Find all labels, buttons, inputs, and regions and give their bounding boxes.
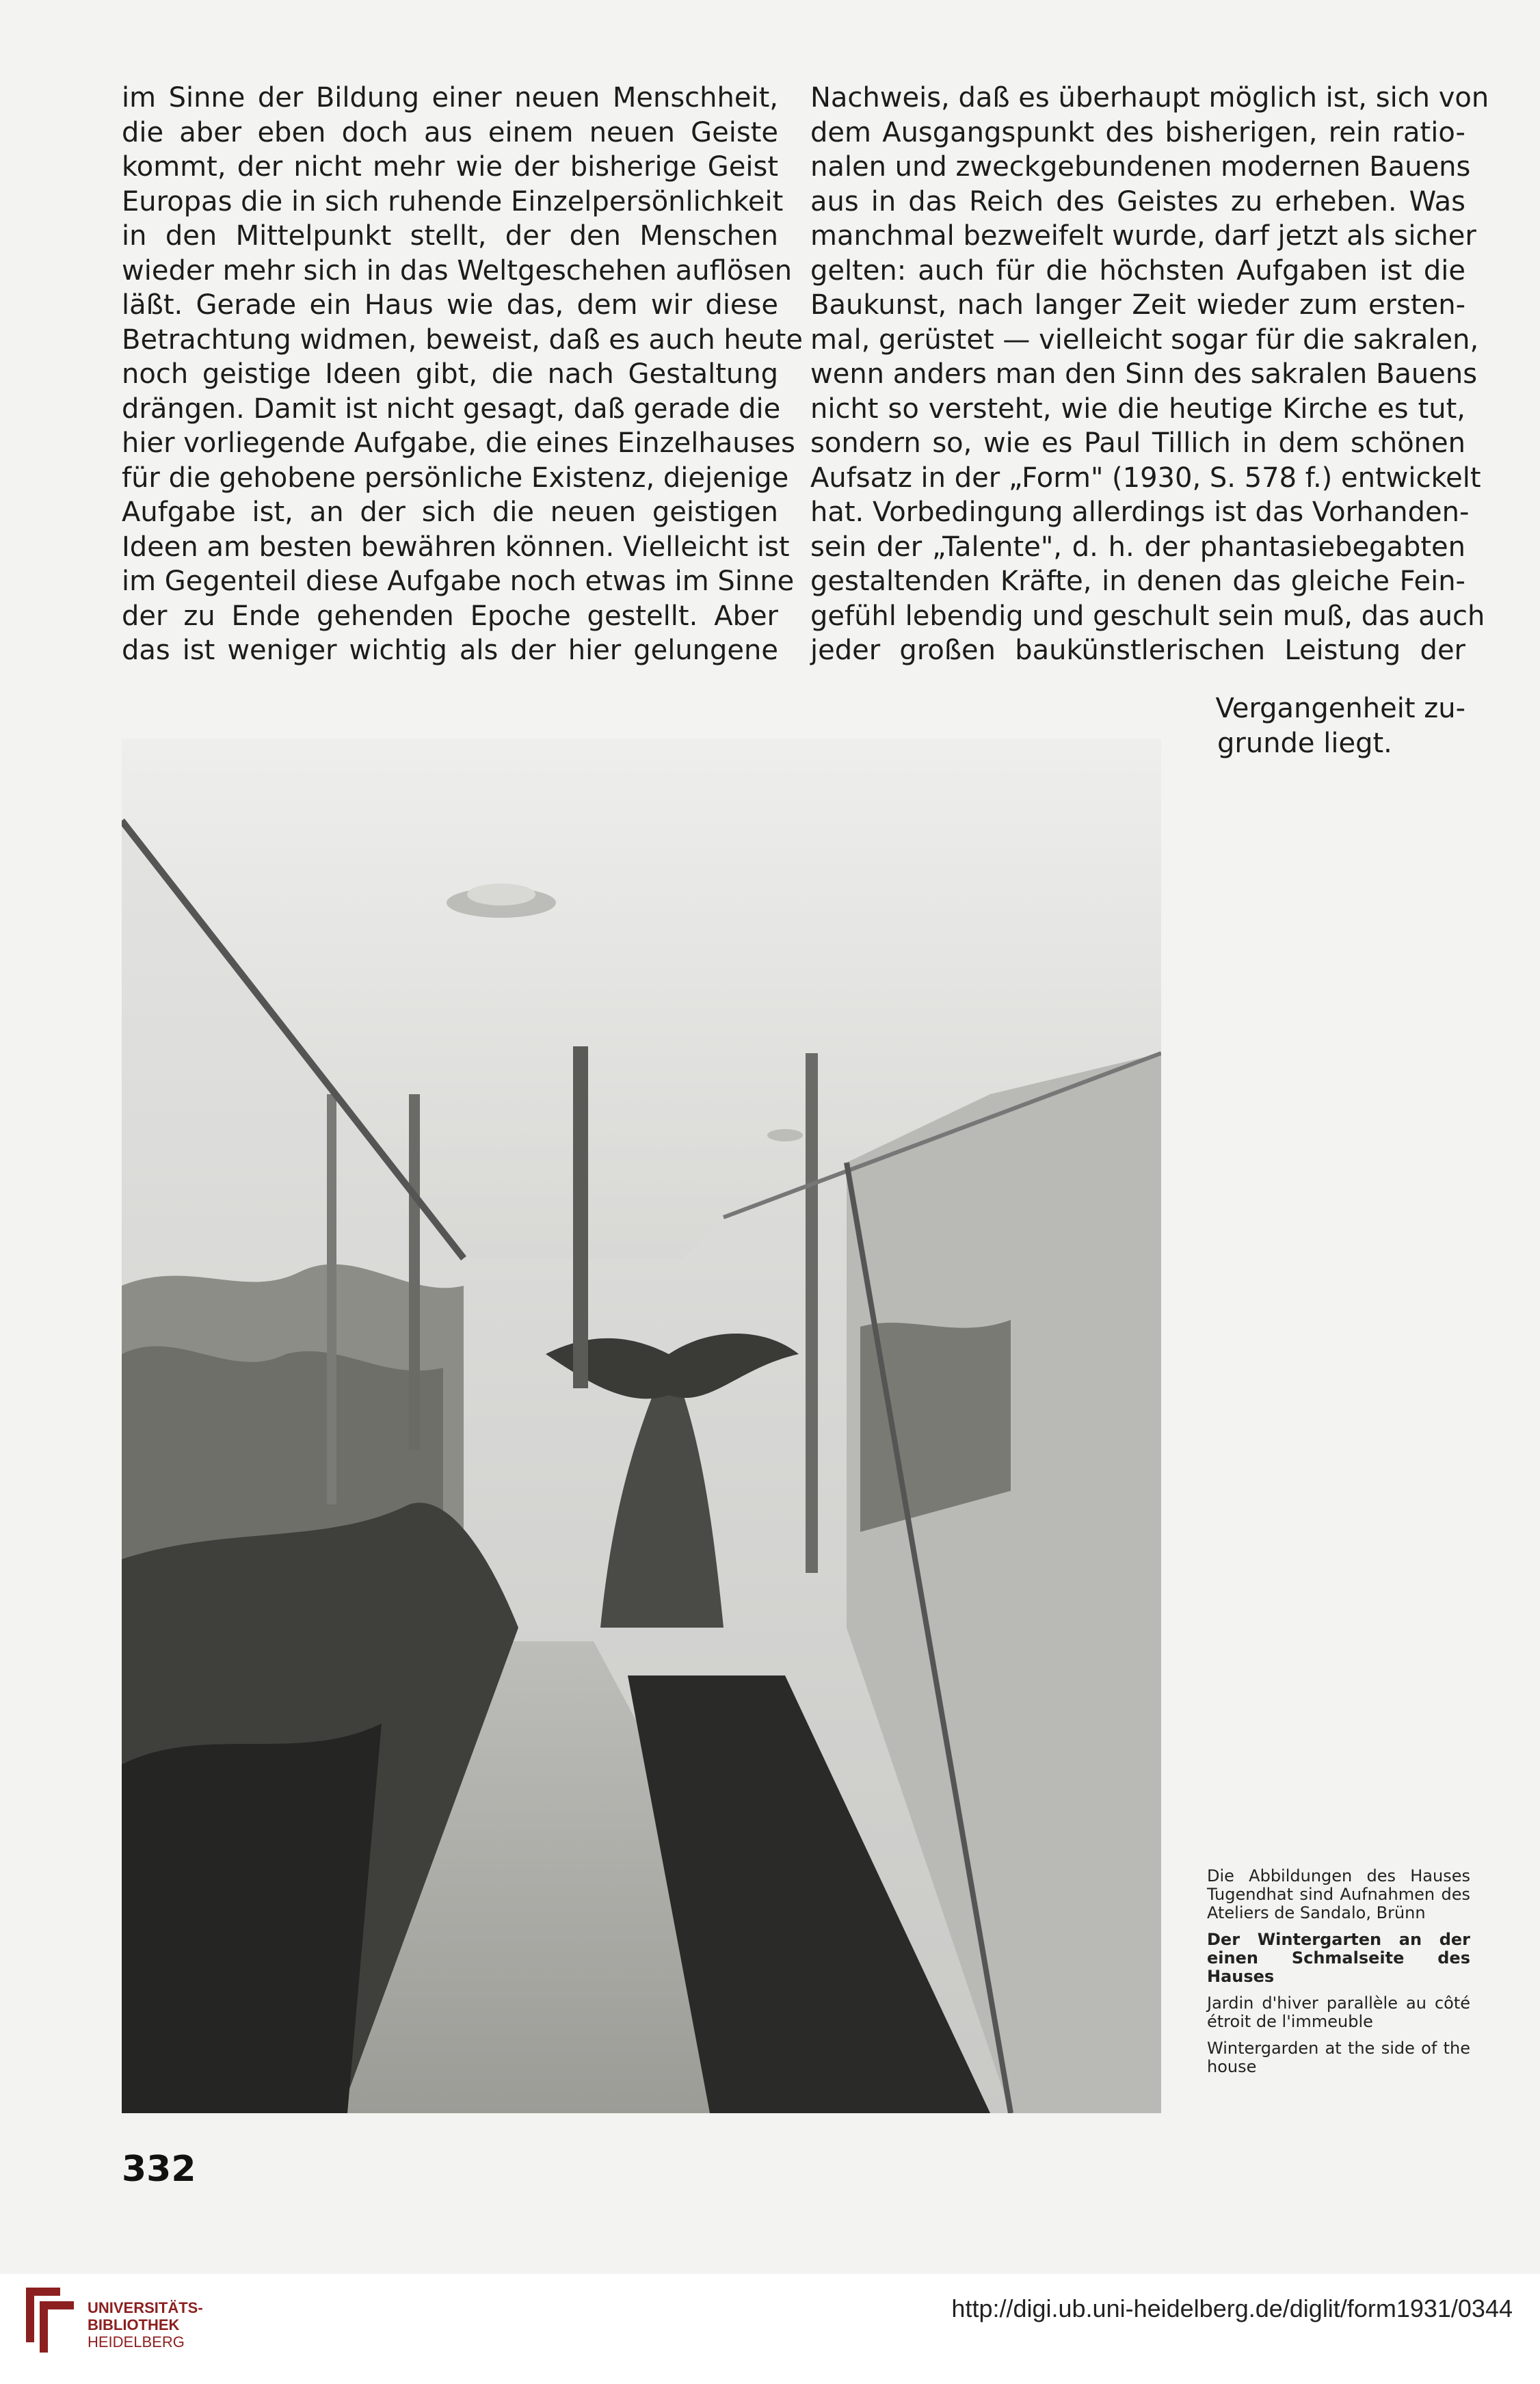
right-tail-line: Vergangenheit zu- xyxy=(1215,693,1465,724)
right-column-line: jeder großen baukünstlerischen Leistung der xyxy=(810,635,1465,666)
digitization-footer xyxy=(0,2274,1540,2384)
right-column-line: aus in das Reich des Geistes zu erheben. Was xyxy=(810,185,1465,217)
left-column-line: Betrachtung widmen, beweist, daß es auch heute xyxy=(122,323,803,356)
wintergarden-photo xyxy=(122,739,1161,2113)
right-column-line: manchmal bezweifelt wurde, darf jetzt als sicher xyxy=(810,220,1476,252)
right-column-tail xyxy=(1135,691,1465,760)
right-column-line: mal, gerüstet — vielleicht sogar für die sakralen, xyxy=(810,323,1479,356)
right-column-line: gelten: auch für die höchsten Aufgaben ist die xyxy=(810,254,1465,287)
left-column-line: die aber eben doch aus einem neuen Geiste xyxy=(122,116,778,148)
right-column-line: nalen und zweckgebundenen modernen Bauens xyxy=(810,151,1471,183)
photo-caption xyxy=(1207,1867,1470,2084)
caption-title-fr: Jardin d'hiver parallèle au côté étroit de l'immeuble xyxy=(1207,1994,1470,2031)
right-tail-line: grunde liegt. xyxy=(1217,727,1392,759)
right-column-line: Baukunst, nach langer Zeit wieder zum ersten- xyxy=(810,289,1465,321)
right-column-line: gefühl lebendig und geschult sein muß, das auch xyxy=(810,600,1485,632)
right-column-line: gestaltenden Kräfte, in denen das gleiche Fein- xyxy=(810,566,1465,597)
left-column-line: noch geistige Ideen gibt, die nach Gestaltung xyxy=(122,358,778,390)
left-column-line: wieder mehr sich in das Weltgeschehen auflösen xyxy=(122,254,793,287)
left-column-line: der zu Ende gehenden Epoche gestellt. Aber xyxy=(122,600,778,632)
right-column-line: hat. Vorbedingung allerdings ist das Vorhanden- xyxy=(810,496,1470,528)
left-column-line: im Sinne der Bildung einer neuen Menschheit, xyxy=(122,82,778,114)
left-column-line: für die gehobene persönliche Existenz, diejenige xyxy=(122,462,789,494)
page-number: 332 xyxy=(122,2149,196,2190)
left-column-line: Europas die in sich ruhende Einzelpersönlichkeit xyxy=(122,185,784,217)
left-column-line: läßt. Gerade ein Haus wie das, dem wir diese xyxy=(122,289,778,321)
right-column-line: dem Ausgangspunkt des bisherigen, rein ratio- xyxy=(810,116,1465,148)
left-column-line: Ideen am besten bewähren können. Vielleicht ist xyxy=(122,531,790,563)
left-column-line: Aufgabe ist, an der sich die neuen geistigen xyxy=(122,496,778,528)
left-column-line: hier vorliegende Aufgabe, die eines Einzelhauses xyxy=(122,427,795,459)
right-column-line: wenn anders man den Sinn des sakralen Bauens xyxy=(810,358,1478,390)
left-column-line: in den Mittelpunkt stellt, der den Menschen xyxy=(122,220,778,252)
right-column-line: Nachweis, daß es überhaupt möglich ist, sich von xyxy=(810,82,1489,114)
library-line-3: HEIDELBERG xyxy=(88,2333,185,2350)
left-text-column xyxy=(122,81,803,668)
source-url[interactable]: http://digi.ub.uni-heidelberg.de/diglit/form1931/0344 xyxy=(951,2294,1513,2322)
caption-credit: Die Abbildungen des Hauses Tugendhat sind Aufnahmen des Ateliers de Sandalo, Brünn xyxy=(1207,1866,1470,1922)
right-column-line: nicht so versteht, wie die heutige Kirche es tut, xyxy=(810,393,1465,425)
library-line-1: UNIVERSITÄTS- xyxy=(88,2299,203,2316)
caption-title-de: Der Wintergarten an der einen Schmalseite des Hauses xyxy=(1207,1930,1470,1986)
library-name xyxy=(88,2299,203,2350)
left-column-line: das ist weniger wichtig als der hier gelungene xyxy=(122,635,778,666)
right-column-line: Aufsatz in der „Form" (1930, S. 578 f.) entwickelt xyxy=(810,462,1481,494)
library-logo-icon xyxy=(19,2281,82,2356)
left-column-line: drängen. Damit ist nicht gesagt, daß gerade die xyxy=(122,393,781,425)
library-line-2: BIBLIOTHEK xyxy=(88,2316,180,2333)
right-text-column xyxy=(810,81,1489,668)
left-column-line: kommt, der nicht mehr wie der bisherige Geist xyxy=(122,151,778,183)
right-column-line: sondern so, wie es Paul Tillich in dem schönen xyxy=(810,427,1465,459)
right-column-line: sein der „Talente", d. h. der phantasiebegabten xyxy=(810,531,1465,563)
left-column-line: im Gegenteil diese Aufgabe noch etwas im Sinne xyxy=(122,566,795,597)
caption-title-en: Wintergarden at the side of the house xyxy=(1207,2039,1470,2076)
